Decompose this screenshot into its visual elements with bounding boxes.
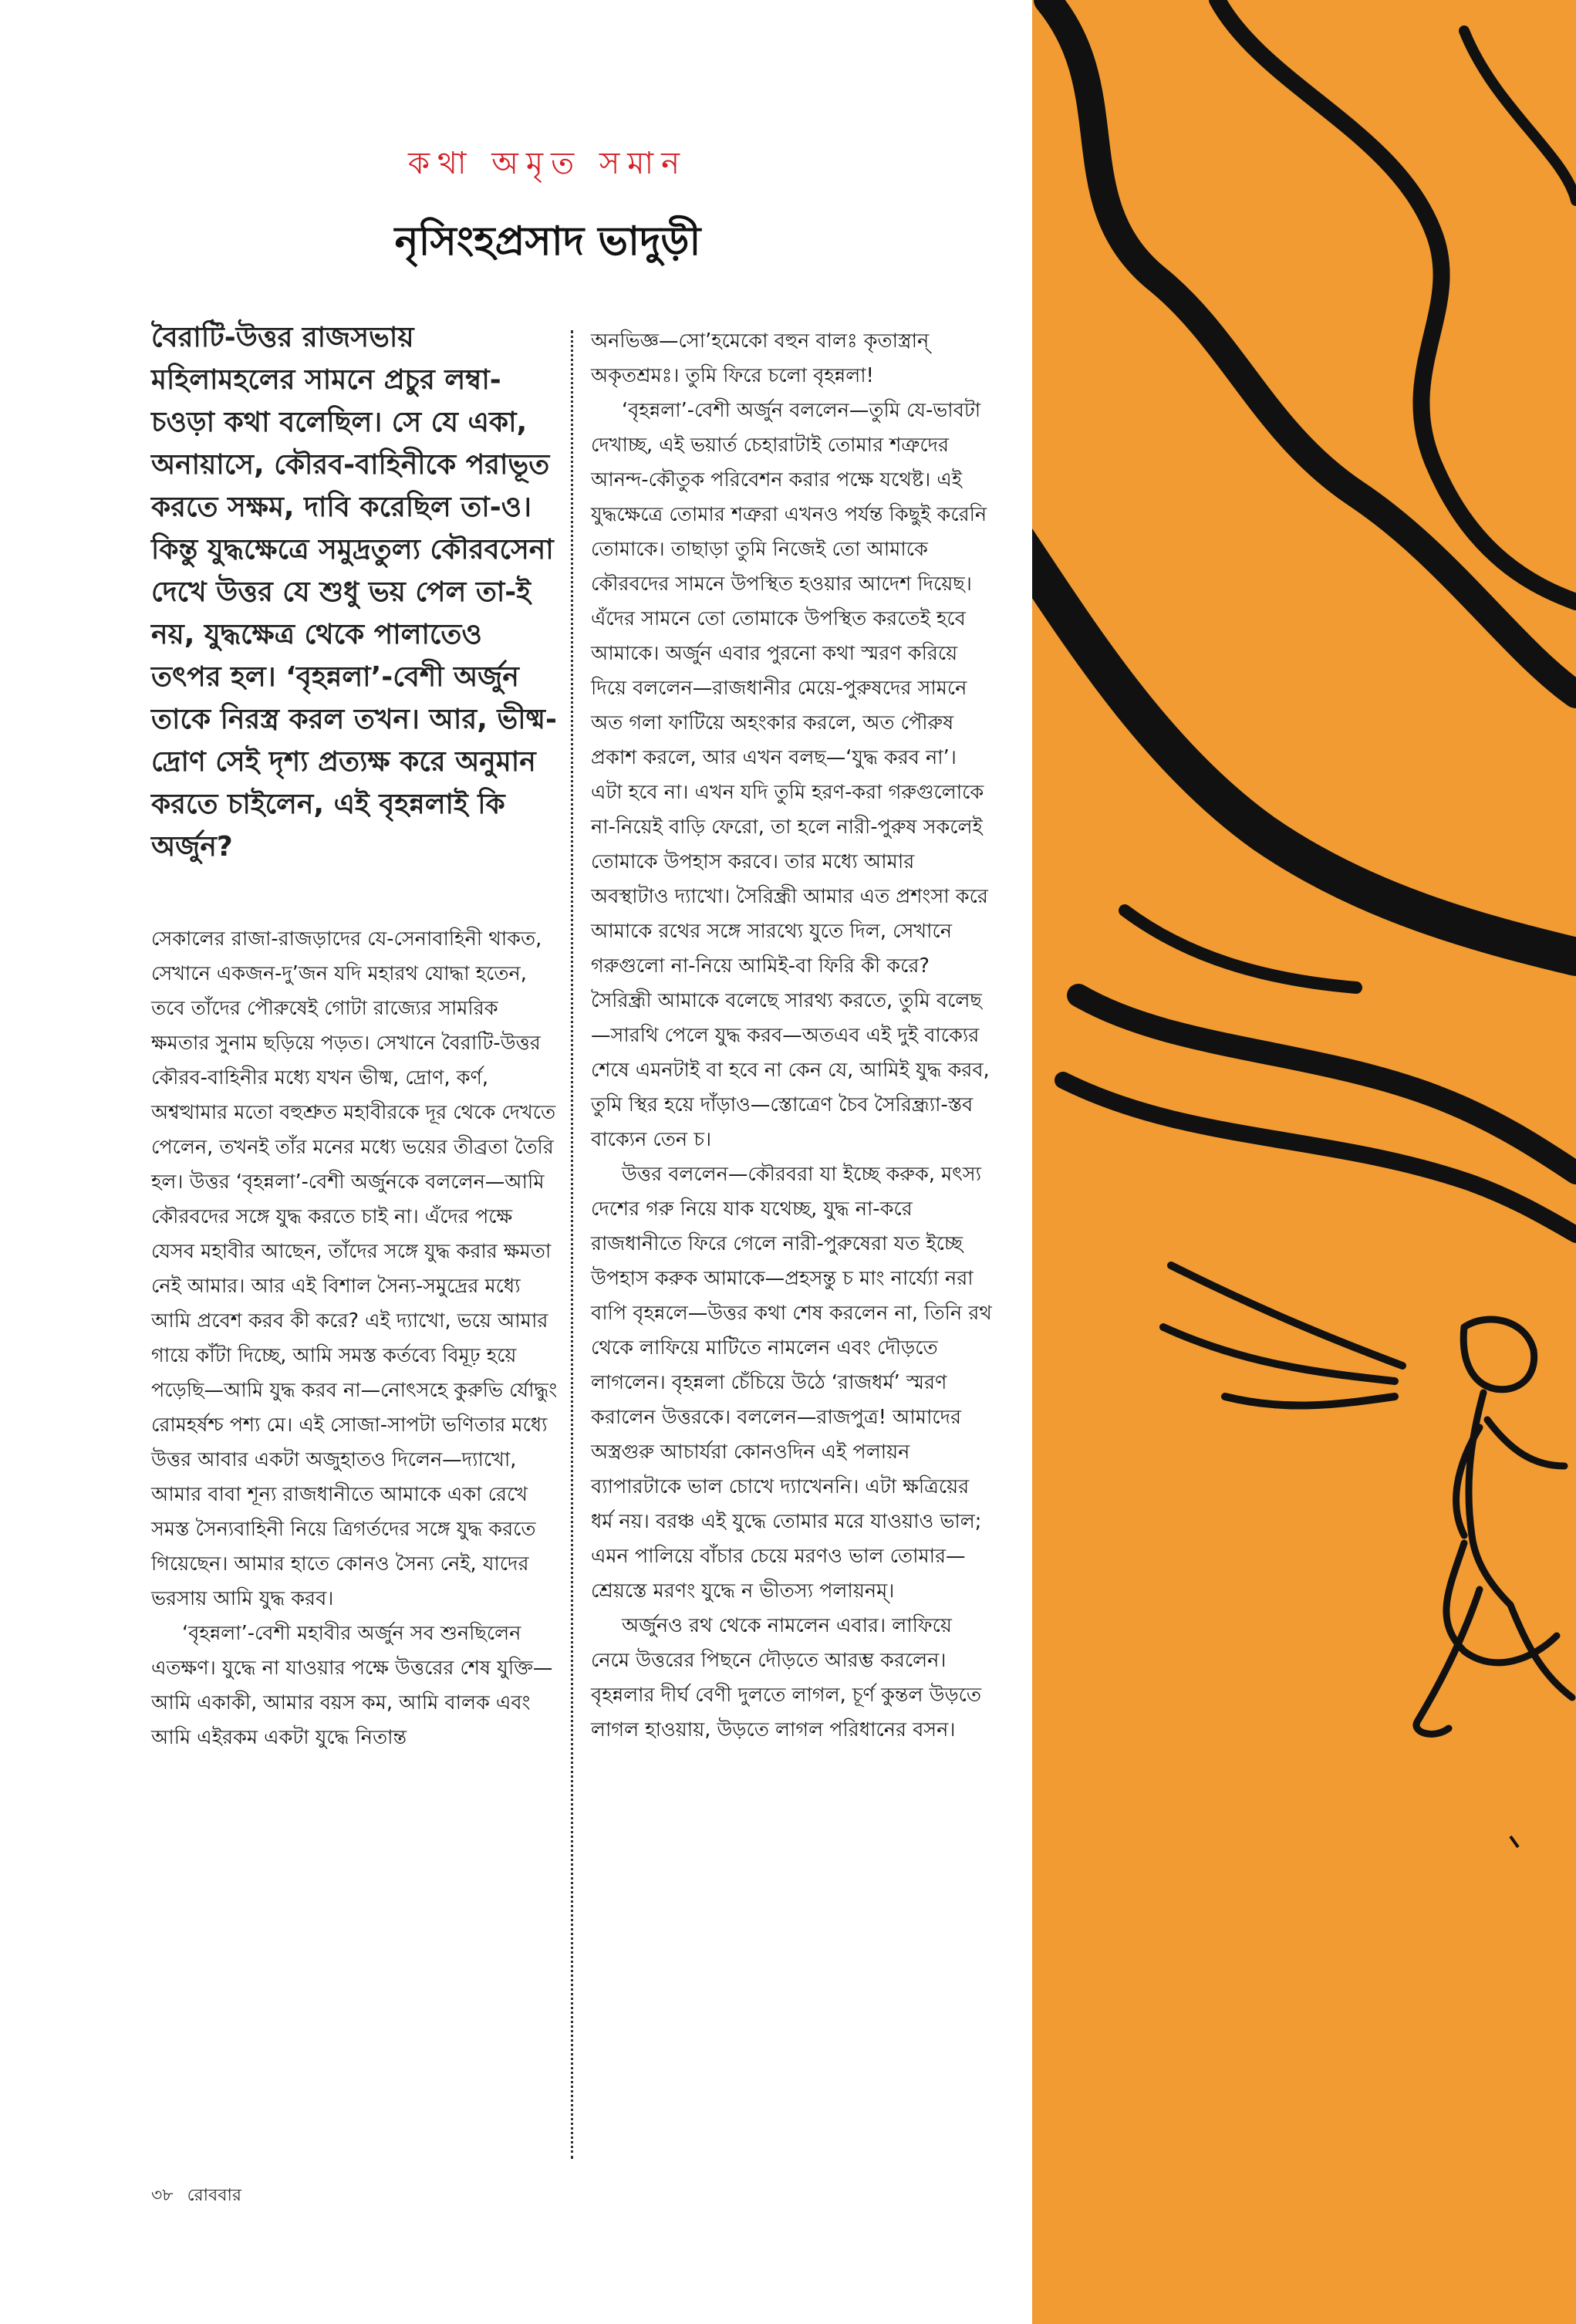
- body-paragraph: সেকালের রাজা-রাজড়াদের যে-সেনাবাহিনী থাকত, সেখানে একজন-দু’জন যদি মহারথ যোদ্ধা হতেন, তবে তাঁদের পৌরুষেই গোটা রাজ্যের সামরিক ক্ষমতার সুনাম ছড়িয়ে পড়ত। সেখানে বৈরাটি-উত্তর কৌরব-বাহিনীর মধ্যে যখন ভীষ্ম, দ্রোণ, কর্ণ, অশ্বত্থামার মতো বহুশ্রুত মহাবীরকে দূর থেকে দেখতে পেলেন, তখনই তাঁর মনের মধ্যে ভয়ের তীব্রতা তৈরি হল। উত্তর ‘বৃহন্নলা’-বেশী অর্জুনকে বললেন—আমি কৌরবদের সঙ্গে যুদ্ধ করতে চাই না। এঁদের পক্ষে যেসব মহাবীর আছেন, তাঁদের সঙ্গে যুদ্ধ করার ক্ষমতা নেই আমার। আর এই বিশাল সৈন্য-সমুদ্রের মধ্যে আমি প্রবেশ করব কী করে? এই দ্যাখো, ভয়ে আমার গায়ে কাঁটা দিচ্ছে, আমি সমস্ত কর্তব্যে বিমূঢ় হয়ে পড়েছি—আমি যুদ্ধ করব না—নোৎসহে কুরুভি র্যোদ্ধুং রোমহর্ষশ্চ পশ্য মে। এই সোজা-সাপটা ভণিতার মধ্যে উত্তর আবার একটা অজুহাতও দিলেন—দ্যাখো, আমার বাবা শূন্য রাজধানীতে আমাকে একা রেখে সমস্ত সৈন্যবাহিনী নিয়ে ত্রিগর্তদের সঙ্গে যুদ্ধ করতে গিয়েছেন। আমার হাতে কোনও সৈন্য নেই, যাদের ভরসায় আমি যুদ্ধ করব।: [151, 927, 558, 1610]
- body-paragraph: অনভিজ্ঞ—সো’হমেকো বহুন বালঃ কৃতাস্ত্রান্ অকৃতশ্রমঃ। তুমি ফিরে চলো বৃহন্নলা!: [591, 329, 930, 387]
- left-column: [151, 316, 560, 1755]
- series-title: কথা অমৃত সমান: [408, 146, 687, 181]
- body-paragraph: উত্তর বললেন—কৌরবরা যা ইচ্ছে করুক, মৎস্য দেশের গরু নিয়ে যাক যথেচ্ছ, যুদ্ধ না-করে রাজধানীতে ফিরে গেলে নারী-পুরুষেরা যত ইচ্ছে উপহাস করুক আমাকে—প্রহসন্তু চ মাং নার্য্যো নরা বাপি বৃহন্নলে—উত্তর কথা শেষ করলেন না, তিনি রথ থেকে লাফিয়ে মাটিতে নামলেন এবং দৌড়তে লাগলেন। বৃহন্নলা চেঁচিয়ে উঠে ‘রাজধর্ম’ স্মরণ করালেন উত্তরকে। বললেন—রাজপুত্র! আমাদের অস্ত্রগুরু আচার্যরা কোনওদিন এই পলায়ন ব্যাপারটাকে ভাল চোখে দ্যাখেননি। এটা ক্ষত্রিয়ের ধর্ম নয়। বরঞ্চ এই যুদ্ধে তোমার মরে যাওয়াও ভাল; এমন পালিয়ে বাঁচার চেয়ে মরণও ভাল তোমার—শ্রেয়স্তে মরণং যুদ্ধে ন ভীতস্য পলায়নম্।: [591, 1163, 992, 1603]
- left-body: [151, 922, 560, 1755]
- brush-stroke: [1063, 1080, 1576, 1235]
- figure-arm: [1487, 1420, 1564, 1466]
- page-footer: [151, 2182, 255, 2211]
- column-divider: [571, 330, 573, 2159]
- author-name: নৃসিংহপ্রসাদ ভাদুড়ী: [394, 218, 701, 265]
- page-number: ৩৮: [151, 2186, 174, 2205]
- scarf-stroke: [1163, 1327, 1395, 1381]
- right-column: [591, 324, 992, 1748]
- body-paragraph: অর্জুনও রথ থেকে নামলেন এবার। লাফিয়ে নেমে উত্তরের পিছনে দৌড়তে আরম্ভ করলেন। বৃহন্নলার দীর্ঘ বেণী দুলতে লাগল, চূর্ণ কুন্তল উড়তে লাগল হাওয়ায়, উড়তে লাগল পরিধানের বসন।: [591, 1614, 982, 1741]
- figure-dhoti: [1446, 1543, 1557, 1663]
- brush-stroke: [1464, 31, 1576, 201]
- scarf-stroke: [1171, 1265, 1402, 1366]
- body-paragraph: ‘বৃহন্নলা’-বেশী অর্জুন বললেন—তুমি যে-ভাবটা দেখাচ্ছ, এই ভয়ার্ত চেহারাটাই তোমার শত্রুদের আনন্দ-কৌতুক পরিবেশন করার পক্ষে যথেষ্ট। এই যুদ্ধক্ষেত্রে তোমার শত্রুরা এখনও পর্যন্ত কিছুই করেনি তোমাকে। তাছাড়া তুমি নিজেই তো আমাকে কৌরবদের সামনে উপস্থিত হওয়ার আদেশ দিয়েছ। এঁদের সামনে তো তোমাকে উপস্থিত করতেই হবে আমাকে। অর্জুন এবার পুরনো কথা স্মরণ করিয়ে দিয়ে বললেন—রাজধানীর মেয়ে-পুরুষদের সামনে অত গলা ফাটিয়ে অহংকার করলে, অত পৌরুষ প্রকাশ করলে, আর এখন বলছ—‘যুদ্ধ করব না’। এটা হবে না। এখন যদি তুমি হরণ-করা গরুগুলোকে না-নিয়েই বাড়ি ফেরো, তা হলে নারী-পুরুষ সকলেই তোমাকে উপহাস করবে। তার মধ্যে আমার অবস্থাটাও দ্যাখো। সৈরিন্ধ্রী আমার এত প্রশংসা করে আমাকে রথের সঙ্গে সারথ্যে যুতে দিল, সেখানে গরুগুলো না-নিয়ে আমিই-বা ফিরি কী করে? সৈরিন্ধ্রী আমাকে বলেছে সারথ্য করতে, তুমি বলেছ—সারথি পেলে যুদ্ধ করব—অতএব এই দুই বাক্যের শেষে এমনটাই বা হবে না কেন যে, আমিই যুদ্ধ করব, তুমি স্থির হয়ে দাঁড়াও—স্তোত্রেণ চৈব সৈরিন্ধ্র্যা-স্তব বাক্যেন তেন চ।: [591, 399, 990, 1151]
- illustration-panel: [1032, 0, 1576, 2324]
- brush-stroke: [1125, 910, 1356, 988]
- brush-illustration: [1032, 0, 1576, 2324]
- running-figure: [1416, 1319, 1572, 1734]
- body-paragraph: ‘বৃহন্নলা’-বেশী মহাবীর অর্জুন সব শুনছিলেন এতক্ষণ। যুদ্ধে না যাওয়ার পক্ষে উত্তরের শেষ যুক্তি—আমি একাকী, আমার বয়স কম, আমি বালক এবং আমি এইরকম একটা যুদ্ধে নিতান্ত: [151, 1622, 553, 1749]
- intro-blurb: বৈরাটি-উত্তর রাজসভায় মহিলামহলের সামনে প্রচুর লম্বা-চওড়া কথা বলেছিল। সে যে একা, অনায়াসে, কৌরব-বাহিনীকে পরাভূত করতে সক্ষম, দাবি করেছিল তা-ও। কিন্তু যুদ্ধক্ষেত্রে সমুদ্রতুল্য কৌরবসেনা দেখে উত্তর যে শুধু ভয় পেল তা-ই নয়, যুদ্ধক্ষেত্র থেকে পালাতেও তৎপর হল। ‘বৃহন্নলা’-বেশী অর্জুন তাকে নিরস্ত্র করল তখন। আর, ভীষ্ম-দ্রোণ সেই দৃশ্য প্রত্যক্ষ করে অনুমান করতে চাইলেন, এই বৃহন্নলাই কি অর্জুন?: [151, 322, 557, 863]
- figure-head: [1463, 1319, 1534, 1390]
- ink-spot: [1510, 1836, 1518, 1847]
- scarf-stroke: [1225, 1397, 1395, 1406]
- publication-name: রোববার: [187, 2186, 241, 2205]
